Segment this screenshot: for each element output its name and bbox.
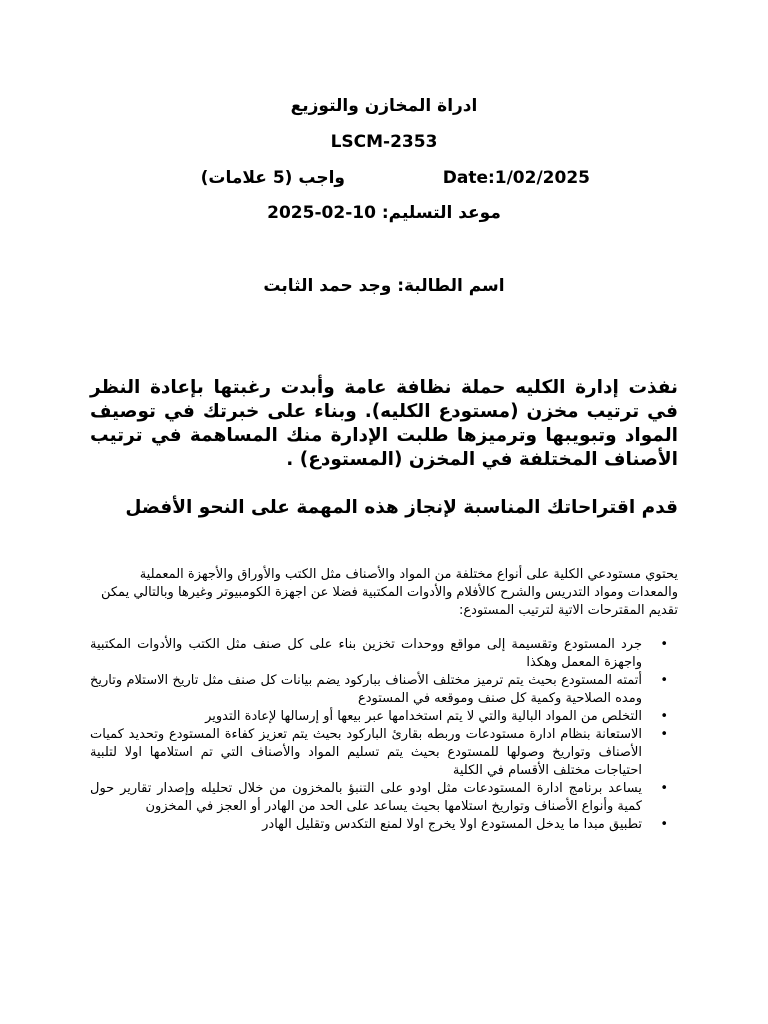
bullet-icon: • [660, 637, 668, 652]
task-question: قدم اقتراحاتك المناسبة لإنجاز هذه المهمة على النحو الأفضل [125, 497, 678, 518]
bullet-icon: • [660, 781, 668, 796]
list-item [90, 708, 678, 726]
bullet-icon: • [660, 727, 668, 742]
course-code: LSCM-2353 [330, 132, 438, 152]
bullet-icon: • [660, 673, 668, 688]
list-item-text: يساعد برنامج ادارة المستودعات مثل اودو على التنبؤ بالمخزون من خلال تحليله وإصدار تقارير حول كمية وأنواع الأصناف وتواريخ استلامها بحيث يساعد على الحد من الهادر أو العجز في المخزون [90, 781, 642, 814]
assignment-date-row [170, 167, 600, 189]
assignment-date: Date:1/02/2025 [442, 168, 590, 188]
assignment-label: واجب (5 علامات) [200, 168, 345, 188]
suggestions-list [90, 636, 678, 834]
list-item-text: التخلص من المواد البالية والتي لا يتم استخدامها عبر بيعها أو إرسالها لإعادة التدوير [205, 709, 642, 724]
list-item-text: أتمته المستودع بحيث يتم ترميز مختلف الأصناف بباركود يضم بيانات كل صنف مثل تاريخ الاستلام وتاريخ ومده الصلاحية وكمية كل صنف وموقعه في المستودع [90, 673, 642, 706]
list-item [90, 816, 678, 834]
list-item [90, 726, 678, 780]
due-date: موعد التسليم: 10-02-2025 [267, 203, 501, 223]
answer-intro: يحتوي مستودعي الكلية على أنواع مختلفة من المواد والأصناف مثل الكتب والأوراق والأجهزة المعملية والمعدات ومواد التدريس والشرح كالأفلام والأدوات المكتبية فضلا عن اجهزة الكومبيوتر وغيرها وبالتالي يمكن تقديم المقترحات الاتية لترتيب المستودع: [100, 567, 678, 618]
student-name: اسم الطالبة: وجد حمد الثابت [263, 276, 505, 296]
scenario-paragraph: نفذت إدارة الكليه حملة نظافة عامة وأبدت رغبتها بإعادة النظر في ترتيب مخزن (مستودع الكليه). وبناء على خبرتك في توصيف المواد وتبويبها وترميزها طلبت الإدارة منك المساهمة في ترتيب الأصناف المختلفة في المخزن (المستودع) . [90, 377, 678, 470]
list-item [90, 636, 678, 672]
bullet-icon: • [660, 709, 668, 724]
list-item-text: تطبيق مبدا ما يدخل المستودع اولا يخرج اولا لمنع التكدس وتقليل الهادر [262, 817, 642, 832]
list-item [90, 780, 678, 816]
list-item [90, 672, 678, 708]
document-title: ادراة المخازن والتوزيع [290, 96, 478, 116]
list-item-text: الاستعانة بنظام ادارة مستودعات وربطه بقارئ الباركود بحيث يتم تعزيز كفاءة المستودع وتحديد كميات الأصناف وتواريخ وصولها للمستودع بحيث يتم تسليم المواد والأصناف التي تم استلامها اولا لتلبية احتياجات مختلف الأقسام في الكلية [90, 727, 642, 778]
bullet-icon: • [660, 817, 668, 832]
list-item-text: جرد المستودع وتقسيمة إلى مواقع ووحدات تخزين بناء على كل صنف مثل الكتب والأدوات المكتبية واجهزة المعمل وهكذا [90, 637, 642, 670]
